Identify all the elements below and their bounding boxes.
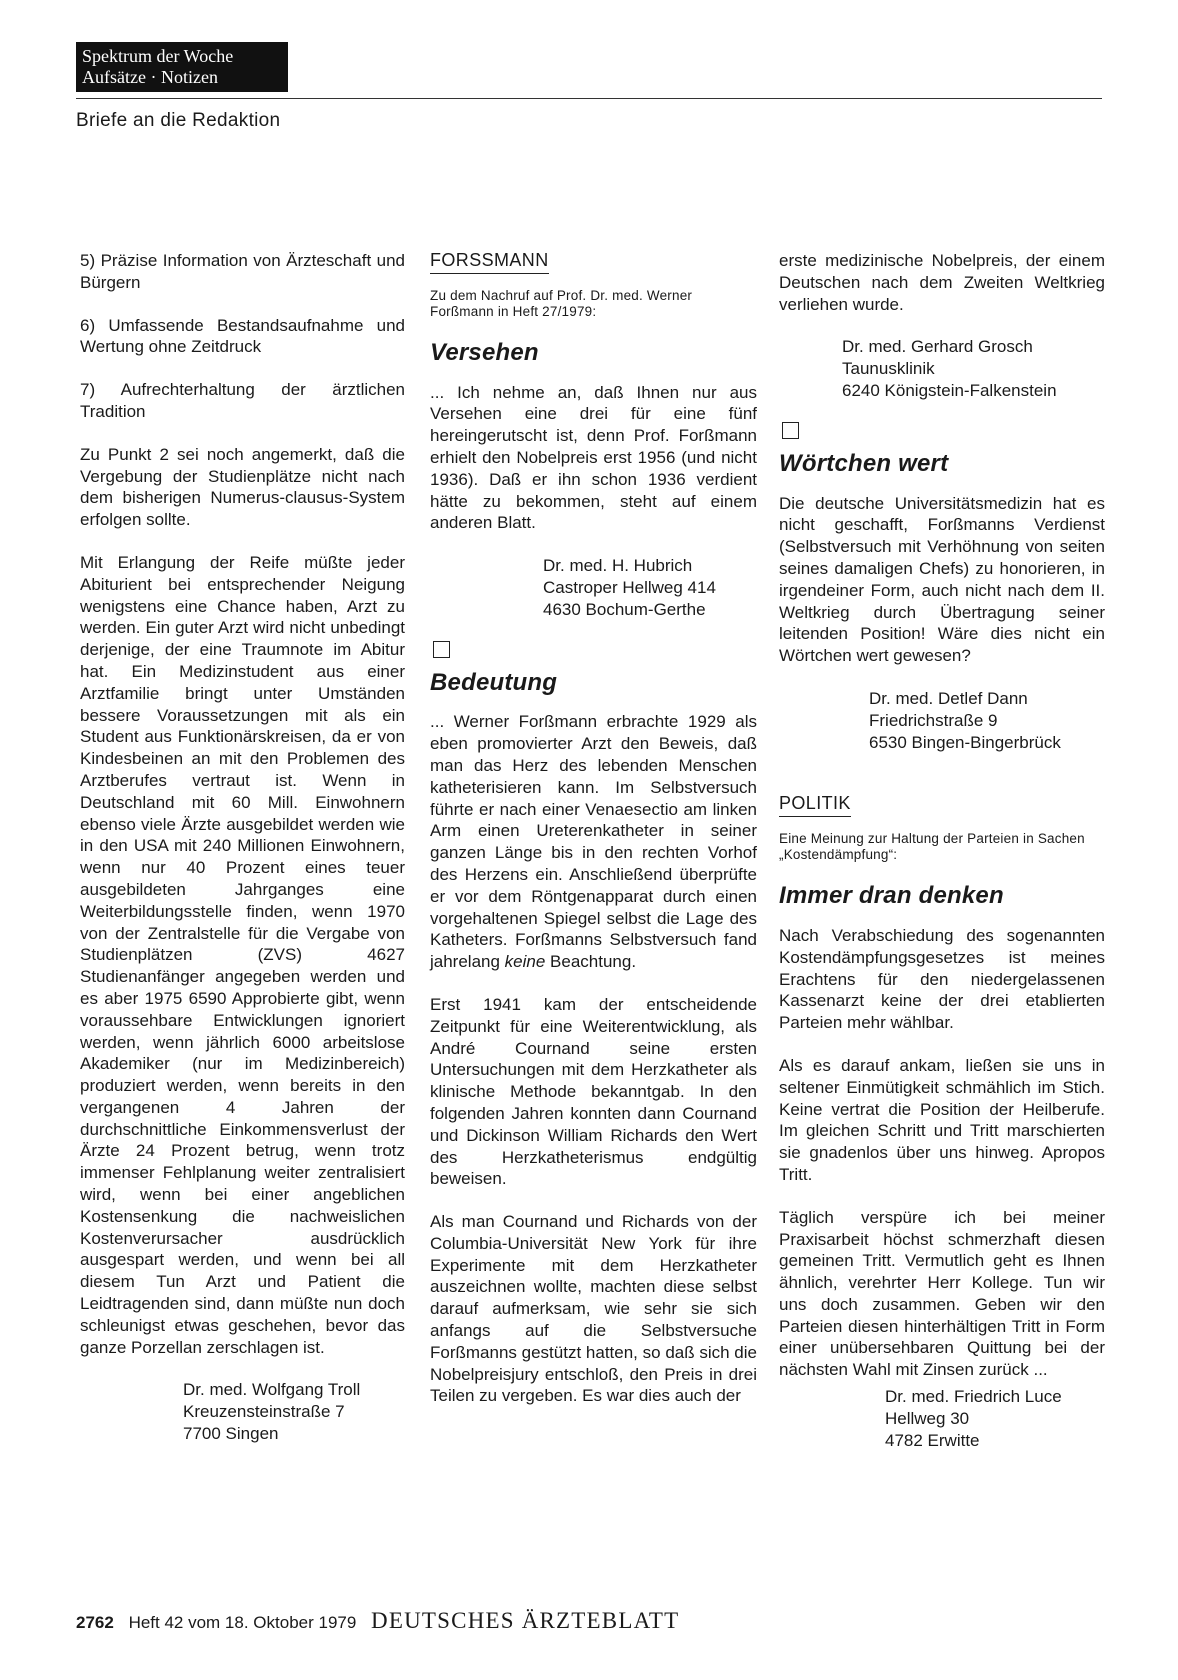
paragraph: 5) Präzise Information von Ärzteschaft und Bürgern [80,251,405,292]
topic-forssmann: FORSSMANN [430,250,549,274]
badge-line-1: Spektrum der Woche [82,46,234,66]
letter-heading-bedeutung: Bedeutung [430,668,558,696]
issue-info: Heft 42 vom 18. Oktober 1979 [128,1613,357,1632]
column-3 [779,250,1105,1471]
letter-heading-versehen: Versehen [430,338,539,366]
signature-line: Hellweg 30 [885,1408,970,1428]
signature-hubrich [543,555,757,620]
signature-line: Dr. med. Gerhard Grosch [842,337,1033,357]
page-footer [76,1608,679,1634]
paragraph: Täglich verspüre ich bei meiner Praxisarbeit höchst schmerzhaft diesen gemeinen Tritt. Vermutlich geht es Ihnen ähnlich, verehrter Herr Kollege. Tun wir uns doch zusammen. Geben wir den Parteien diesen hinterhältigen Tritt in Form einer unübersehbaren Quittung bei der nächsten Wahl mit Zinsen zurück ... [779,1207,1105,1380]
topic-intro: Zu dem Nachruf auf Prof. Dr. med. Werner Forßmann in Heft 27/1979: [430,287,693,319]
signature-line: Dr. med. Friedrich Luce [885,1387,1062,1407]
signature-line: Dr. med. Wolfgang Troll [183,1380,361,1400]
header-rule [76,98,1102,99]
signature-line: Dr. med. H. Hubrich [543,556,693,576]
paragraph: 7) Aufrechterhaltung der ärztlichen Tradition [80,380,405,421]
letter-heading-woertchen: Wörtchen wert [779,449,949,477]
signature-line: Castroper Hellweg 414 [543,577,716,597]
paragraph [430,711,757,973]
signature-line: Taunusklinik [842,359,935,379]
column-1 [80,250,405,1465]
paragraph: 6) Umfassende Bestandsaufnahme und Wertung ohne Zeitdruck [80,315,405,357]
text-run: Beachtung. [545,952,637,972]
signature-luce [885,1386,1105,1451]
signature-line: Dr. med. Detlef Dann [869,688,1028,708]
journal-name: DEUTSCHES ÄRZTEBLATT [371,1608,680,1633]
signature-dann [869,688,1105,753]
signature-line: 7700 Singen [183,1424,279,1444]
column-2 [430,250,757,1428]
signature-line: Kreuzensteinstraße 7 [183,1402,345,1422]
paragraph: Als man Cournand und Richards von der Columbia-Universität New York für ihre Experimente mit dem Herzkatheter auszeichnen wollte, machten diese selbst darauf aufmerksam, wie sehr sie sich anfangs auf die Selbstversuche Forßmanns gestützt hatten, so daß sich die Nobelpreisjury entschloß, den Preis in drei Teilen zu vergeben. Es war dies auch der [430,1212,757,1406]
signature-line: 6530 Bingen-Bingerbrück [869,732,1061,752]
paragraph: Nach Verabschiedung des sogenannten Kostendämpfungsgesetzes ist meines Erachtens für den niedergelassenen Kassenarzt keine der drei etablierten Parteien mehr wählbar. [779,925,1105,1033]
page-number: 2762 [76,1613,114,1632]
topic-intro: Eine Meinung zur Haltung der Parteien in Sachen „Kostendämpfung“: [779,831,1085,863]
topic-politik: POLITIK [779,793,851,817]
paragraph: Mit Erlangung der Reife müßte jeder Abiturient bei entsprechender Neigung wenigstens eine Chance haben, Arzt zu werden. Ein guter Arzt wird nicht unbedingt derjenige, der eine Traumnote im Abitur hat. Ein Medizinstudent aus einer Arztfamilie bringt unter Umständen bessere Voraussetzungen mit als ein Student aus Funktionärskreisen, da er von Kindesbeinen an mit den Problemen des Arztberufes vertraut ist. Wenn in Deutschland mit 60 Mill. Einwohnern ebenso viele Ärzte ausgebildet werden wie in den USA mit 240 Millionen Einwohnern, wenn nur 40 Prozent eines teuer ausgebildeten Jahrganges eine Weiterbildungsstelle finden, wenn 1970 von der Zentralstelle für die Vergabe von Studienplätzen (ZVS) 4627 Studienanfänger angegeben werden und es aber 1975 6590 Approbierte gibt, wenn voraussehbare Entwicklungen ignoriert werden, wenn jährlich 6000 arbeitslose Akademiker (nur im Medizinbereich) produziert werden, wenn bereits in den vergangenen 4 Jahren der durchschnittliche Einkommensverlust der Ärzte 24 Prozent betrug, wenn trotz immenser Fehlplanung weiter zentralisiert wird, wenn bei einer angeblichen Kostensenkung die nachweislichen Kostenverursacher ausdrücklich ausgespart werden, und wenn bei all diesem Tun Arzt und Patient die Leidtragenden sind, dann müßte nun doch schleunigst etwas geschehen, bevor das ganze Porzellan zerschlagen ist. [80,552,405,1357]
section-badge [76,42,288,92]
section-title: Briefe an die Redaktion [76,110,281,131]
emphasis-text: keine [504,952,546,972]
signature-line: 4630 Bochum-Gerthe [543,599,706,619]
paragraph: Erst 1941 kam der entscheidende Zeitpunkt für eine Weiterentwicklung, als André Cournand seine ersten Untersuchungen mit dem Herzkatheter als klinische Methode bekanntgab. In den folgenden Jahren konnten dann Cournand und Dickinson William Richards den Wert des Herzkatheterismus endgültig beweisen. [430,994,757,1189]
paragraph: Zu Punkt 2 sei noch angemerkt, daß die Vergebung der Studienplätze nicht nach dem bisherigen Numerus-clausus-System erfolgen sollte. [80,444,405,530]
signature-line: 4782 Erwitte [885,1430,980,1450]
signature-line: 6240 Königstein-Falkenstein [842,380,1057,400]
paragraph: Die deutsche Universitätsmedizin hat es nicht geschafft, Forßmanns Verdienst (Selbstversuch mit Verhöhnung von seiten seines damaligen Chefs) zu honorieren, in irgendeiner Form, auch nicht nach dem II. Weltkrieg durch Übertragung seiner leitenden Position! Wäre dies nicht ein Wörtchen wert gewesen? [779,493,1105,666]
signature-troll [183,1379,405,1444]
separator-box [782,422,799,439]
signature-line: Friedrichstraße 9 [869,710,998,730]
paragraph: ... Ich nehme an, daß Ihnen nur aus Versehen eine drei für eine fünf hereingerutscht ist, denn Prof. Forßmann erhielt den Nobelpreis erst 1956 (und nicht 1936). Daß er ihn schon 1936 verdient hätte zu bekommen, steht auf einem anderen Blatt. [430,382,757,533]
separator-box [433,641,450,658]
paragraph: erste medizinische Nobelpreis, der einem Deutschen nach dem Zweiten Weltkrieg verliehen wurde. [779,251,1105,314]
paragraph: Als es darauf ankam, ließen sie uns in seltener Einmütigkeit schmählich im Stich. Keine vertrat die Position der Heilberufe. Im gleichen Schritt und Tritt marschierten sie gnadenlos über uns hinweg. Apropos Tritt. [779,1055,1105,1184]
text-run: ... Werner Forßmann erbrachte 1929 als eben promovierter Arzt den Beweis, daß man das Herz des lebenden Menschen katheterisieren kann. Im Selbstversuch führte er nach einer Venaesectio am linken Arm einen Ureterenkatheter in seiner ganzen Länge bis in den rechten Vorhof des Herzens ein. Anschließend überprüfte er vor dem Röntgenapparat durch einen vorgehaltenen Spiegel selbst die Lage des Katheters. Forßmanns Selbstversuch fand jahrelang [430,712,757,972]
signature-grosch [842,336,1105,401]
badge-line-2: Aufsätze · Notizen [82,67,218,87]
letter-heading-immer-dran-denken: Immer dran denken [779,882,1004,910]
